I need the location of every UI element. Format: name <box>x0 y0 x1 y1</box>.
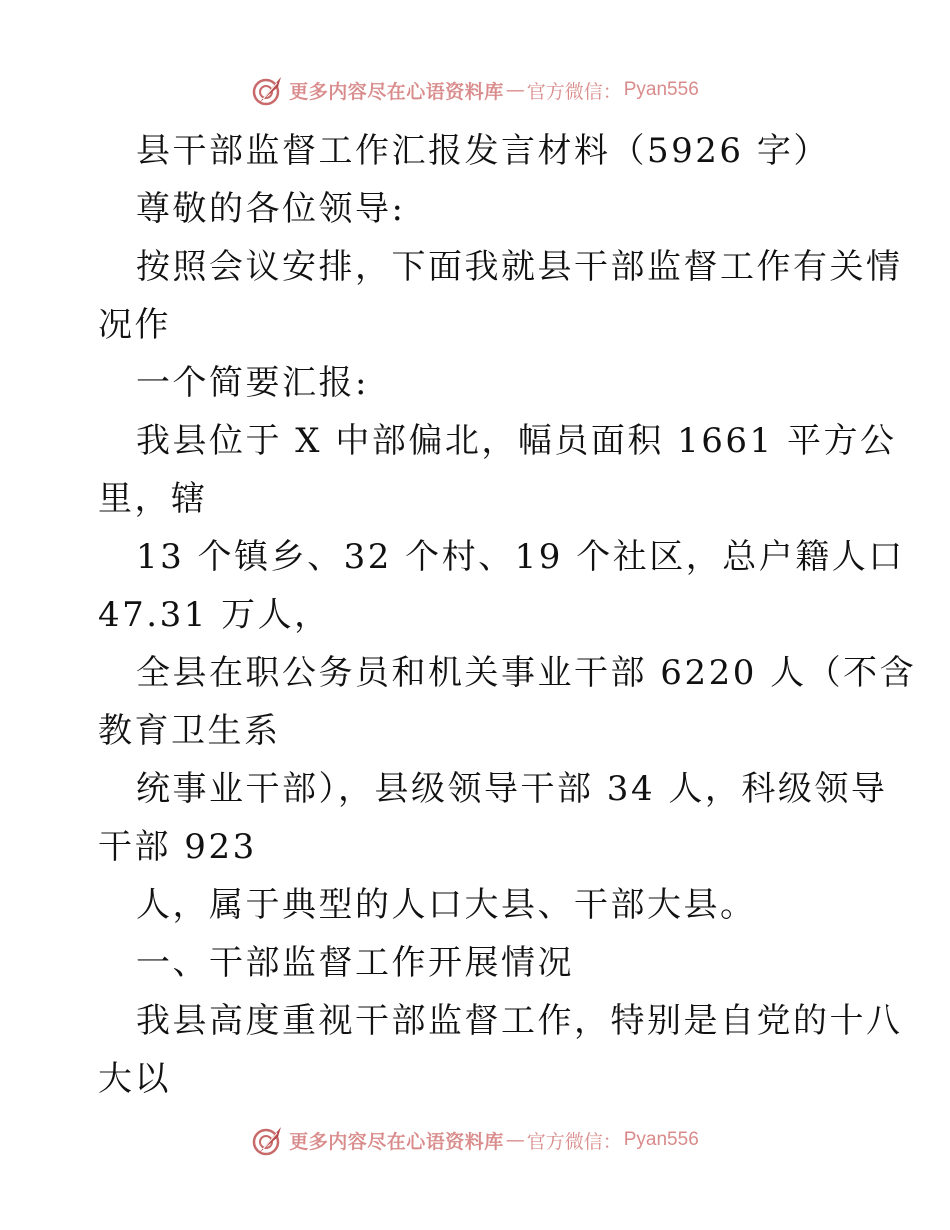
footer-banner <box>0 1120 950 1160</box>
banner-wechat-id: Pyan556 <box>623 1129 699 1150</box>
text-line: 干部 923 <box>98 827 257 867</box>
text-line: 教育卫生系 <box>98 711 281 751</box>
text-line: 全县在职公务员和机关事业干部 6220 人（不含 <box>136 653 917 693</box>
text-line: 13 个镇乡、32 个村、19 个社区，总户籍人口 <box>136 537 905 577</box>
text-line: 况作 <box>98 305 171 345</box>
text-line: 一、干部监督工作开展情况 <box>136 943 574 983</box>
text-line: 按照会议安排，下面我就县干部监督工作有关情 <box>136 247 903 287</box>
text-line: 我县位于 X 中部偏北，幅员面积 1661 平方公 <box>136 421 897 461</box>
text-line: 尊敬的各位领导: <box>136 189 406 229</box>
text-line: 大以 <box>98 1059 171 1099</box>
text-line: 人，属于典型的人口大县、干部大县。 <box>136 885 757 925</box>
banner-site-text: 更多内容尽在心语资料库 <box>289 1130 504 1153</box>
document-body <box>98 122 917 1108</box>
text-line: 里，辖 <box>98 479 208 519</box>
quill-logo-icon <box>251 1123 285 1157</box>
banner-separator: — <box>505 1129 525 1151</box>
text-line: 一个简要汇报: <box>136 363 369 403</box>
header-banner <box>0 70 950 110</box>
text-line: 我县高度重视干部监督工作，特别是自党的十八 <box>136 1001 903 1041</box>
text-line: 统事业干部），县级领导干部 34 人，科级领导 <box>136 769 888 809</box>
quill-logo-icon <box>251 73 285 107</box>
banner-wechat-label: 官方微信： <box>526 1130 622 1153</box>
banner-site-text: 更多内容尽在心语资料库 <box>289 80 504 103</box>
text-line: 县干部监督工作汇报发言材料（5926 字） <box>136 131 830 171</box>
banner-wechat-label: 官方微信： <box>526 80 622 103</box>
banner-separator: — <box>505 79 525 101</box>
text-line: 47.31 万人， <box>98 595 331 635</box>
banner-wechat-id: Pyan556 <box>623 79 699 100</box>
